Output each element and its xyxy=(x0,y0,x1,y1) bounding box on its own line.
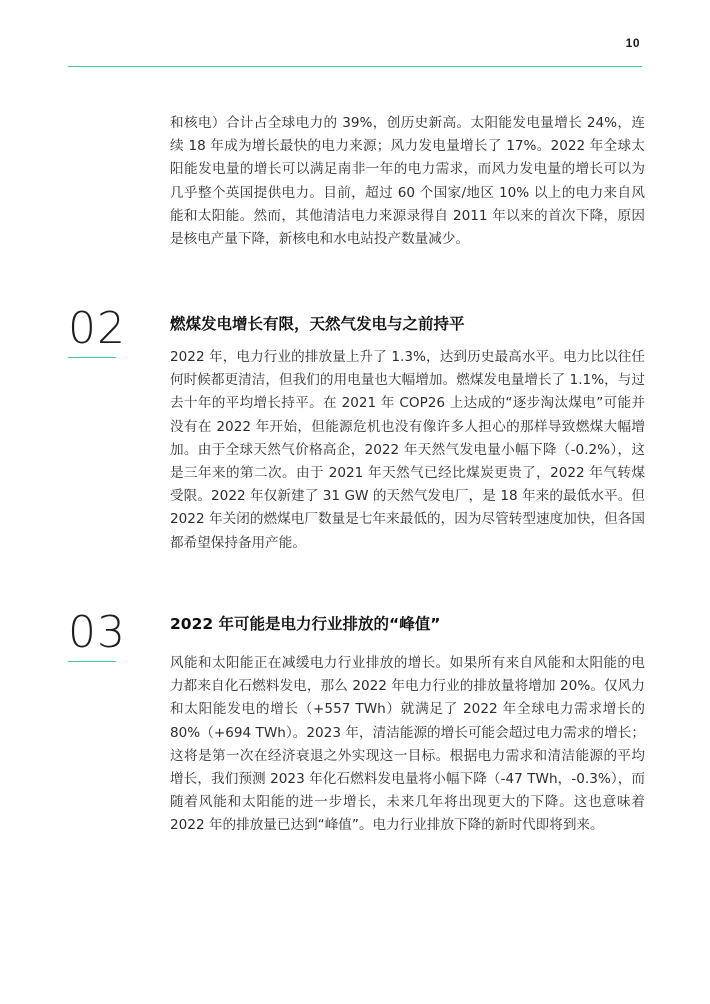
intro-paragraph: 和核电）合计占全球电力的 39%，创历史新高。太阳能发电量增长 24%，连续 18 年成为增长最快的电力来源；风力发电量增长了 17%。2022 年全球太阳能发电量的增长可以满足南非一年的电力需求，而风力发电量的增长可以为几乎整个英国提供电力。目前，超过 60 个国家/地区 10% 以上的电力来自风能和太阳能。然而，其他清洁电力来源录得自 2011 年以来的首次下降，原因是核电产量下降，新核电和水电站投产数量减少。 xyxy=(170,115,645,248)
section-number-underline-02 xyxy=(68,357,116,358)
section-body-03: 风能和太阳能正在减缓电力行业排放的增长。如果所有来自风能和太阳能的电力都来自化石燃料发电，那么 2022 年电力行业的排放量将增加 20%。仅风力和太阳能发电的增长（+557 TWh）就满足了 2022 年全球电力需求增长的 80%（+694 TWh）。2023 年，清洁能源的增长可能会超过电力需求的增长；这将是第一次在经济衰退之外实现这一目标。根据电力需求和清洁能源的平均增长，我们预测 2023 年化石燃料发电量将小幅下降（-47 TWh，-0.3%），而随着风能和太阳能的进一步增长，未来几年将出现更大的下降。这也意味着 2022 年的排放量已达到“峰值”。电力行业排放下降的新时代即将到来。 xyxy=(170,655,645,834)
section-title-03: 2022 年可能是电力行业排放的“峰值” xyxy=(170,615,441,633)
header-divider xyxy=(68,66,642,67)
page-number: 10 xyxy=(625,36,640,50)
section-number-03: 03 xyxy=(68,607,126,658)
section-title-02: 燃煤发电增长有限，天然气发电与之前持平 xyxy=(170,315,465,333)
section-number-underline-03 xyxy=(68,661,116,662)
section-body-02: 2022 年，电力行业的排放量上升了 1.3%，达到历史最高水平。电力比以往任何时候都更清洁，但我们的用电量也大幅增加。燃煤发电量增长了 1.1%，与过去十年的平均增长持平。在 2021 年 COP26 上达成的“逐步淘汰煤电”可能并没有在 2022 年开始，但能源危机也没有像许多人担心的那样导致燃煤大幅增加。由于全球天然气价格高企，2022 年天然气发电量小幅下降（-0.2%），这是三年来的第二次。由于 2021 年天然气已经比煤炭更贵了，2022 年气转煤受限。2022 年仅新建了 31 GW 的天然气发电厂，是 18 年来的最低水平。但 2022 年关闭的燃煤电厂数量是七年来最低的，因为尽管转型速度加快，但各国都希望保持备用产能。 xyxy=(170,349,645,551)
section-number-02: 02 xyxy=(68,303,126,354)
